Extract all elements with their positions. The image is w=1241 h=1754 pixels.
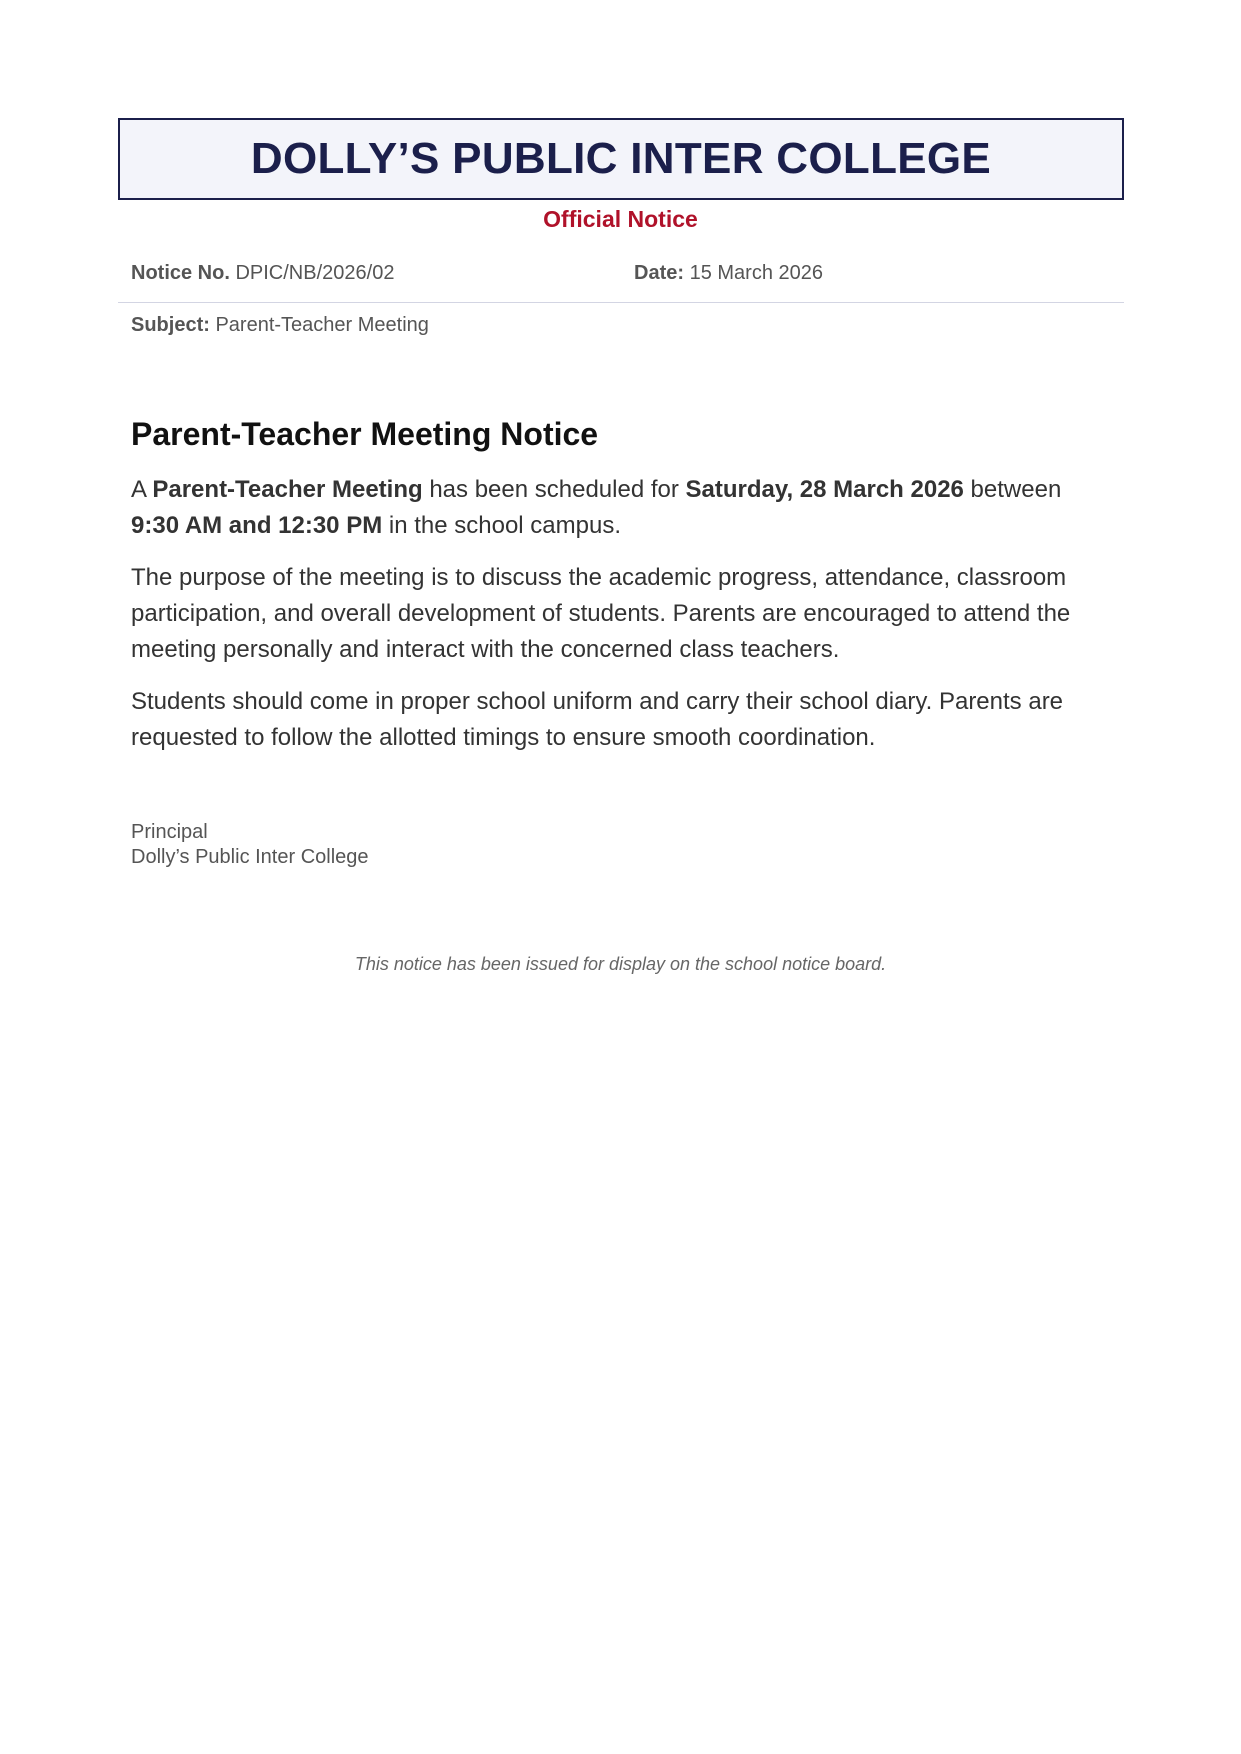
notice-paragraph-2: The purpose of the meeting is to discuss the academic progress, attendance, classroom participation, and overall development of students. Parents are encouraged to attend the meeting personally and interact with the concerned class teachers. xyxy=(131,564,1071,663)
notice-date-label: Date: xyxy=(634,262,685,284)
p1-text-a: A xyxy=(131,476,153,503)
header-banner xyxy=(118,118,1124,200)
notice-date-value: 15 March 2026 xyxy=(689,262,823,284)
notice-paragraph-3: Students should come in proper school uniform and carry their school diary. Parents are requested to follow the allotted timings to ensure smooth coordination. xyxy=(131,688,1064,751)
notice-subject-value: Parent-Teacher Meeting xyxy=(215,314,429,336)
notice-subject xyxy=(131,314,429,337)
signature-block xyxy=(131,820,369,870)
meta-divider xyxy=(118,302,1124,303)
p1-date: Saturday, 28 March 2026 xyxy=(685,476,964,503)
p1-text-c: has been scheduled for xyxy=(422,476,686,503)
p1-time: 9:30 AM and 12:30 PM xyxy=(131,512,383,539)
college-name: DOLLY’S PUBLIC INTER COLLEGE xyxy=(250,134,992,183)
notice-number-label: Notice No. xyxy=(131,262,230,284)
p1-text-g: in the school campus. xyxy=(382,512,621,539)
notice-subject-label: Subject: xyxy=(131,314,210,336)
notice-date xyxy=(634,262,823,285)
notice-paragraph-1 xyxy=(131,472,1091,544)
signature-institution: Dolly’s Public Inter College xyxy=(131,846,369,868)
p1-text-e: between xyxy=(963,476,1062,503)
notice-number xyxy=(131,262,394,285)
notice-type-label: Official Notice xyxy=(543,206,698,232)
signature-role: Principal xyxy=(131,821,208,843)
notice-title: Parent-Teacher Meeting Notice xyxy=(131,416,599,452)
notice-number-value: DPIC/NB/2026/02 xyxy=(235,262,395,284)
footer-note: This notice has been issued for display on the school notice board. xyxy=(354,954,887,974)
p1-event: Parent-Teacher Meeting xyxy=(152,476,423,503)
